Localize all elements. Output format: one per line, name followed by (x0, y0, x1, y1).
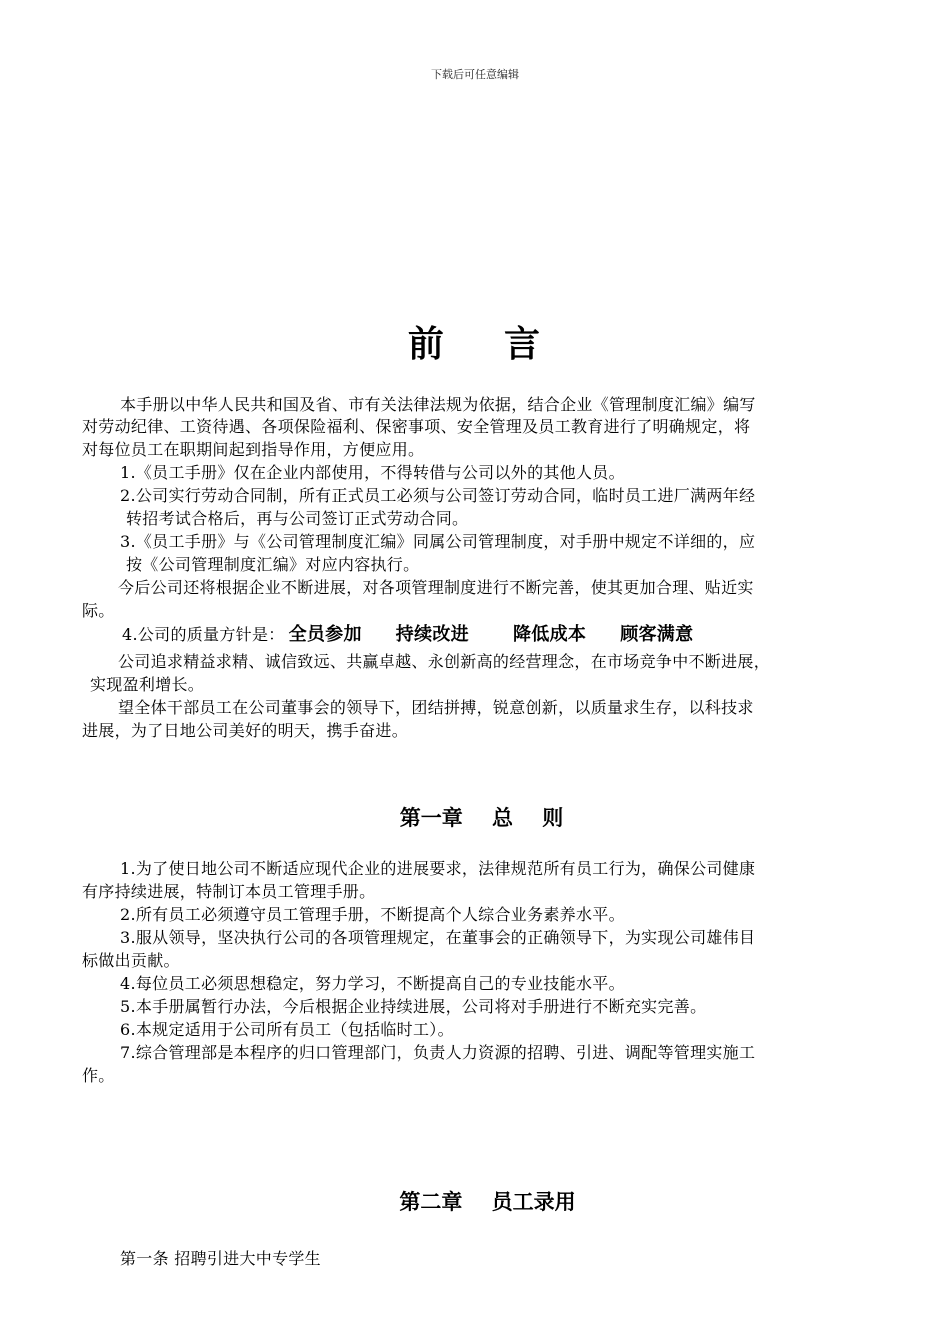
preface-line: 今后公司还将根据企业不断进展，对各项管理制度进行不断完善，使其更加合理、贴近实 (118, 578, 754, 597)
preface-line: 3.《员工手册》与《公司管理制度汇编》同属公司管理制度，对手册中规定不详细的，应 (120, 532, 756, 551)
preface-line: 公司追求精益求精、诚信致远、共赢卓越、永创新高的经营理念，在市场竞争中不断进展， (118, 652, 771, 671)
preface-line: 2.公司实行劳动合同制，所有正式员工必须与公司签订劳动合同，临时员工进厂满两年经 (120, 486, 756, 505)
quality-policy-label: 4.公司的质量方针是： (122, 625, 285, 644)
chapter1-line: 3.服从领导，坚决执行公司的各项管理规定，在董事会的正确领导下，为实现公司雄伟目 (120, 928, 756, 947)
chapter1-line: 5.本手册属暂行办法，今后根据企业持续进展，公司将对手册进行不断充实完善。 (120, 997, 707, 1016)
article-heading: 第一条 招聘引进大中专学生 (120, 1249, 321, 1268)
chapter1-line: 2.所有员工必须遵守员工管理手册，不断提高个人综合业务素养水平。 (120, 905, 625, 924)
preface-line: 转招考试合格后，再与公司签订正式劳动合同。 (126, 509, 469, 528)
preface-line: 本手册以中华人民共和国及省、市有关法律法规为依据，结合企业《管理制度汇编》编写 (120, 395, 756, 414)
quality-item: 持续改进 (395, 624, 469, 645)
preface-line: 望全体干部员工在公司董事会的领导下，团结拼搏，锐意创新，以质量求生存，以科技求 (118, 698, 754, 717)
preface-line: 进展，为了日地公司美好的明天，携手奋进。 (82, 721, 409, 740)
chapter1-line: 标做出贡献。 (82, 951, 180, 970)
chapter1-line: 7.综合管理部是本程序的归口管理部门，负责人力资源的招聘、引进、调配等管理实施工 (120, 1043, 756, 1062)
quality-policy-line (122, 624, 693, 646)
preface-line: 对劳动纪律、工资待遇、各项保险福利、保密事项、安全管理及员工教育进行了明确规定，将 (82, 417, 751, 436)
preface-line: 1.《员工手册》仅在企业内部使用，不得转借与公司以外的其他人员。 (120, 463, 625, 482)
preface-title: 前 言 (407, 324, 543, 365)
chapter1-line: 6.本规定适用于公司所有员工（包括临时工）。 (120, 1020, 454, 1039)
chapter1-line: 有序持续进展，特制订本员工管理手册。 (82, 882, 376, 901)
page-header: 下载后可任意编辑 (431, 68, 519, 81)
preface-line: 际。 (82, 601, 115, 620)
chapter1-line: 1.为了使日地公司不断适应现代企业的进展要求，法律规范所有员工行为，确保公司健康 (120, 859, 756, 878)
quality-item: 降低成本 (512, 624, 587, 645)
quality-item: 顾客满意 (620, 624, 694, 645)
preface-line: 按《公司管理制度汇编》对应内容执行。 (126, 555, 420, 574)
preface-line: 实现盈利增长。 (90, 675, 205, 694)
preface-line: 对每位员工在职期间起到指导作用，方便应用。 (82, 440, 425, 459)
chapter1-title: 第一章 总 则 (399, 806, 564, 830)
quality-item: 全员参加 (288, 624, 362, 645)
chapter1-line: 作。 (82, 1066, 115, 1085)
chapter1-line: 4.每位员工必须思想稳定，努力学习，不断提高自己的专业技能水平。 (120, 974, 625, 993)
chapter2-title: 第二章 员工录用 (399, 1190, 576, 1214)
